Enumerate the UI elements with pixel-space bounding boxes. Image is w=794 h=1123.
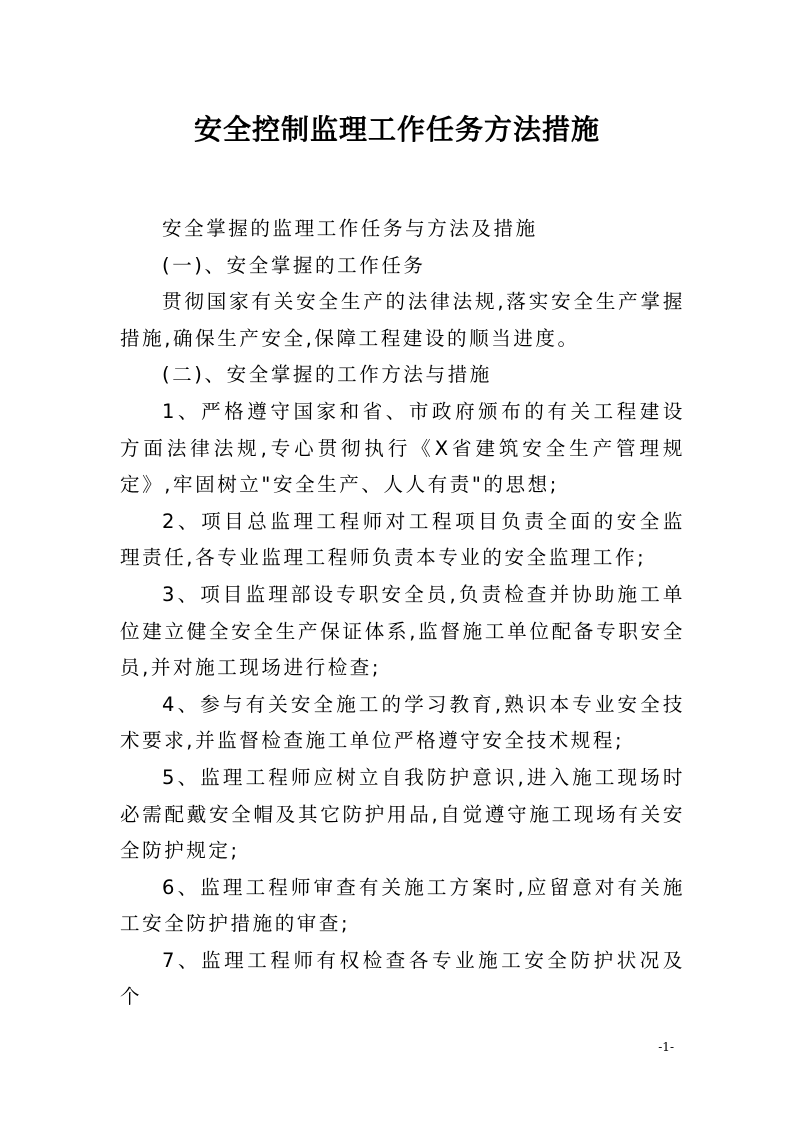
- paragraph: 4、参与有关安全施工的学习教育,熟识本专业安全技术要求,并监督检查施工单位严格遵守安全技术规程;: [120, 692, 685, 753]
- paragraph: 2、项目总监理工程师对工程项目负责全面的安全监理责任,各专业监理工程师负责本专业的安全监理工作;: [120, 509, 685, 570]
- paragraph: 6、监理工程师审查有关施工方案时,应留意对有关施工安全防护措施的审查;: [120, 875, 685, 936]
- page-number: -1-: [658, 1040, 674, 1054]
- paragraph: 贯彻国家有关安全生产的法律法规,落实安全生产掌握措施,确保生产安全,保障工程建设的顺当进度。: [120, 290, 685, 350]
- document-body: [120, 211, 685, 1016]
- paragraph: 安全掌握的监理工作任务与方法及措施: [162, 217, 538, 240]
- paragraph: (一)、安全掌握的工作任务: [162, 253, 426, 277]
- paragraph: (二)、安全掌握的工作方法与措施: [162, 363, 492, 387]
- paragraph: 3、项目监理部设专职安全员,负责检查并协助施工单位建立健全安全生产保证体系,监督施工单位配备专职安全员,并对施工现场进行检查;: [120, 582, 685, 680]
- paragraph: 5、监理工程师应树立自我防护意识,进入施工现场时必需配戴安全帽及其它防护用品,自觉遵守施工现场有关安全防护规定;: [120, 765, 685, 863]
- paragraph: 7、监理工程师有权检查各专业施工安全防护状况及个: [120, 948, 685, 1009]
- paragraph: 1、严格遵守国家和省、市政府颁布的有关工程建设方面法律法规,专心贯彻执行《X省建筑安全生产管理规定》,牢固树立"安全生产、人人有责"的思想;: [120, 399, 685, 497]
- document-title: 安全控制监理工作任务方法措施: [193, 113, 600, 146]
